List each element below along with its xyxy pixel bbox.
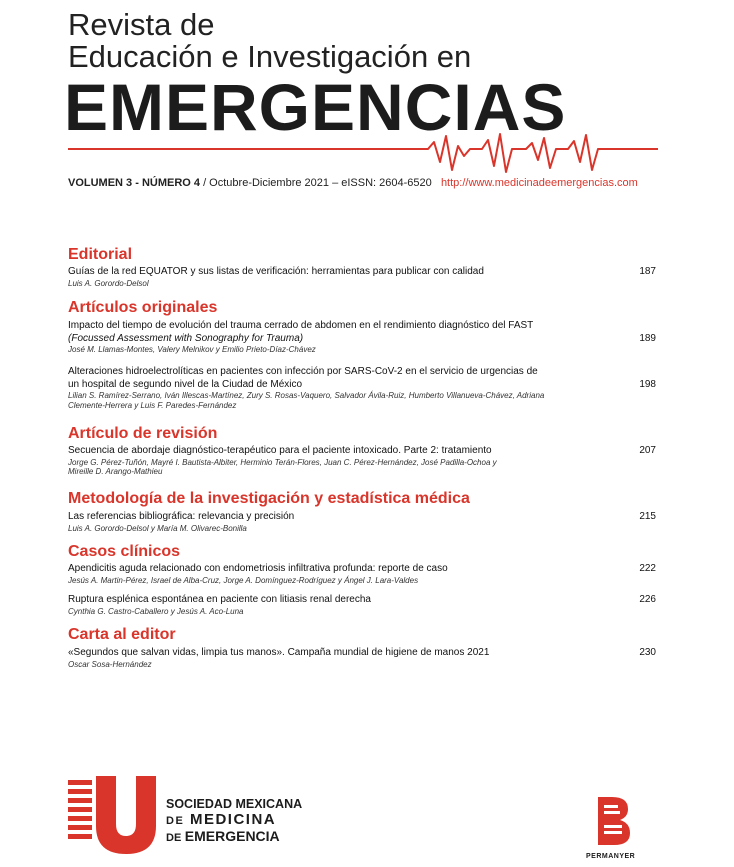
toc-entry[interactable] xyxy=(68,594,588,616)
article-authors: Luis A. Gorordo-Delsol xyxy=(68,278,149,288)
publisher-name: PERMANYER xyxy=(586,853,636,860)
section-heading-original-articles: Artículos originales xyxy=(68,299,218,316)
issue-info xyxy=(68,177,638,189)
toc-entry[interactable] xyxy=(68,366,545,410)
journal-url-link[interactable]: http://www.medicinadeemergencias.com xyxy=(440,177,638,189)
page-number: 187 xyxy=(639,266,656,277)
toc-entry[interactable] xyxy=(68,511,588,533)
society-name-line-3: EMERGENCIA xyxy=(184,828,280,844)
article-title: «Segundos que salvan vidas, limpia tus manos». Campaña mundial de higiene de manos 2021 xyxy=(68,647,490,658)
section-heading-methodology: Metodología de la investigación y estadística médica xyxy=(68,490,470,507)
society-logo-icon xyxy=(68,774,158,856)
issue-details: / Octubre-Diciembre 2021 – eISSN: 2604-6520 xyxy=(200,177,432,189)
article-authors: Lilian S. Ramírez-Serrano, Iván Illescas-Martínez, Zury S. Rosas-Vaquero, Salvador Ávila-Ruiz, Humberto Villanueva-Chávez, Adriana Clemente-Herrera y Luis F. Paredes-Fernández xyxy=(68,391,545,410)
section-heading-clinical-cases: Casos clínicos xyxy=(68,543,181,560)
article-title: Alteraciones hidroelectrolíticas en pacientes con infección por SARS-CoV-2 en el servicio de urgencias de un hospital de segundo nivel de la Ciudad de México xyxy=(68,366,538,390)
section-heading-letter-to-editor: Carta al editor xyxy=(68,626,176,643)
toc-entry[interactable] xyxy=(68,445,588,477)
society-name-de-2: DE xyxy=(166,832,182,844)
page-number: 198 xyxy=(639,379,656,390)
article-authors: José M. Llamas-Montes, Valery Melnikov y Emilio Prieto-Díaz-Chávez xyxy=(68,345,316,354)
section-heading-editorial: Editorial xyxy=(68,246,133,263)
article-authors: Cynthia G. Castro-Caballero y Jesús A. Aco-Luna xyxy=(68,606,244,616)
article-title: Ruptura esplénica espontánea en paciente con litiasis renal derecha xyxy=(68,594,371,605)
publisher-logo xyxy=(588,795,638,860)
article-title: Secuencia de abordaje diagnóstico-terapéutico para el paciente intoxicado. Parte 2: tratamiento xyxy=(68,445,492,456)
publisher-logo-icon xyxy=(588,795,638,847)
toc-entry[interactable] xyxy=(68,563,588,585)
ecg-line-graphic xyxy=(68,132,658,174)
society-name-de-1: DE xyxy=(166,815,185,827)
journal-title-line-1: Revista de xyxy=(68,7,215,42)
issue-volume: VOLUMEN 3 - NÚMERO 4 xyxy=(68,177,201,189)
article-authors: Jesús A. Martin-Pérez, Israel de Alba-Cruz, Jorge A. Domínguez-Rodríguez y Ángel J. Lara-Valdes xyxy=(68,575,419,585)
toc-entry[interactable] xyxy=(68,647,588,669)
page-number: 207 xyxy=(639,445,656,456)
journal-title-emergencias: EMERGENCIAS xyxy=(64,70,567,144)
article-authors: Jorge G. Pérez-Tuñón, Mayré I. Bautista-Albiter, Herminio Terán-Flores, Juan C. Pérez-Hernández, José Padilla-Ochoa y Mireille D. Arango-Mathieu xyxy=(68,457,497,476)
society-name-line-1: SOCIEDAD MEXICANA xyxy=(166,797,303,811)
page-number: 230 xyxy=(639,647,656,658)
article-title: Las referencias bibliográfica: relevancia y precisión xyxy=(68,511,295,522)
article-authors: Oscar Sosa-Hernández xyxy=(68,659,152,669)
page-number: 222 xyxy=(639,563,656,574)
toc-entry[interactable] xyxy=(68,320,608,355)
article-title-italic: (Focussed Assessment with Sonography for Trauma) xyxy=(68,332,304,344)
article-title: Apendicitis aguda relacionado con endometriosis infiltrativa profunda: reporte de caso xyxy=(68,563,448,574)
page-number: 226 xyxy=(639,594,656,605)
page-number: 189 xyxy=(639,333,656,344)
society-name-line-2: MEDICINA xyxy=(189,811,277,828)
article-title: Guías de la red EQUATOR y sus listas de verificación: herramientas para publicar con calidad xyxy=(68,266,484,277)
article-title: Impacto del tiempo de evolución del trauma cerrado de abdomen en el rendimiento diagnóstico del FAST xyxy=(68,320,534,331)
section-heading-review-article: Artículo de revisión xyxy=(68,425,218,442)
journal-title-line-2: Educación e Investigación en xyxy=(68,39,472,74)
toc-entry[interactable] xyxy=(68,266,588,288)
page-number: 215 xyxy=(639,511,656,522)
society-name xyxy=(166,797,302,846)
article-authors: Luis A. Gorordo-Delsol y María M. Olivarec-Bonilla xyxy=(68,523,247,533)
